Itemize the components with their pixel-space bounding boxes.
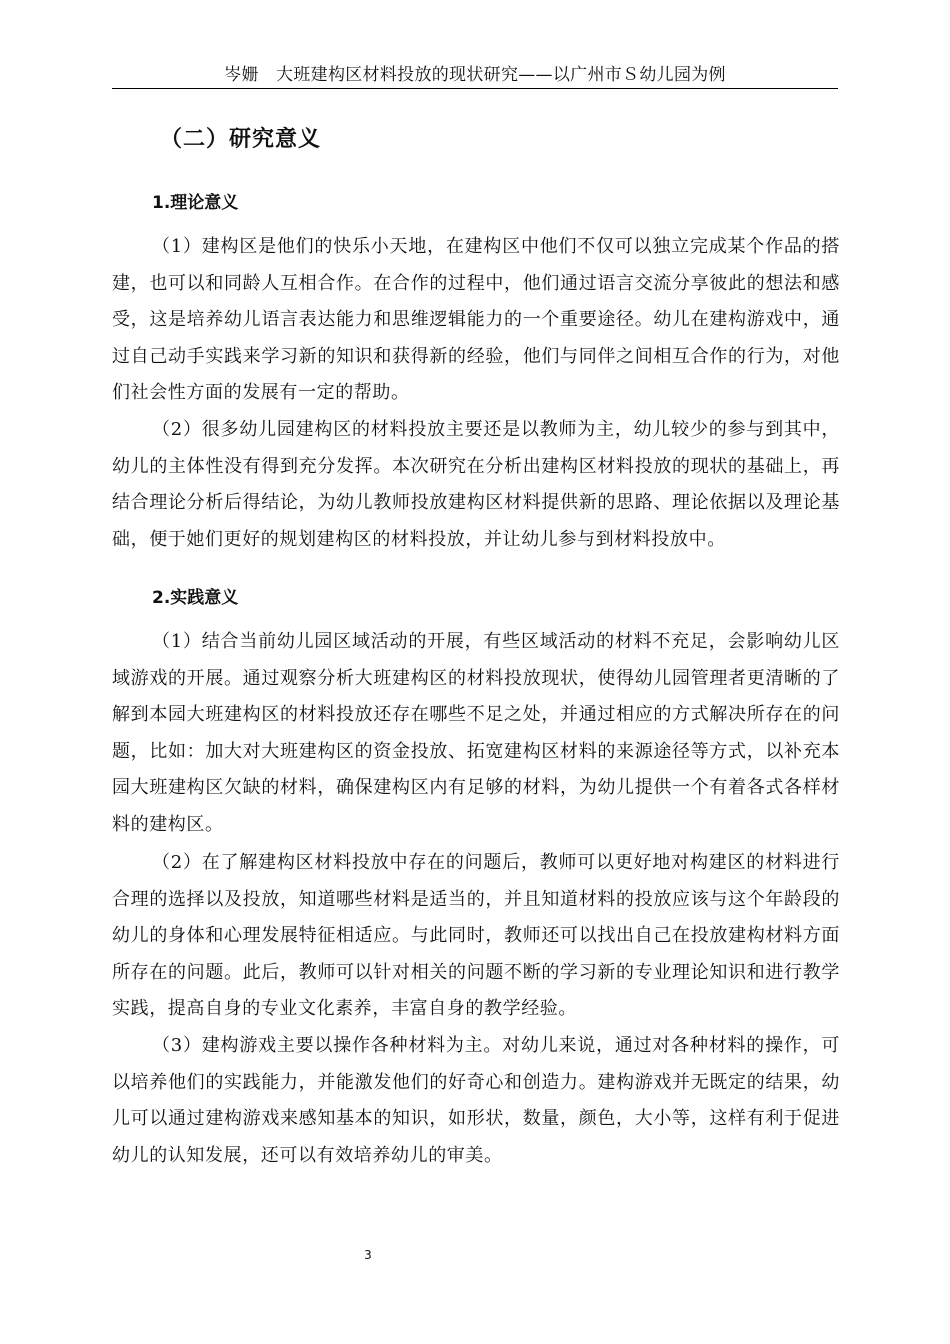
paragraph-theory-1: （1）建构区是他们的快乐小天地，在建构区中他们不仅可以独立完成某个作品的搭建，也可以和同龄人互相合作。在合作的过程中，他们通过语言交流分享彼此的想法和感受，这是培养幼儿语言表达能力和思维逻辑能力的一个重要途径。幼儿在建构游戏中，通过自己动手实践来学习新的知识和获得新的经验，他们与同伴之间相互合作的行为，对他们社会性方面的发展有一定的帮助。 <box>112 236 840 403</box>
paragraph-practice-1: （1）结合当前幼儿园区域活动的开展，有些区域活动的材料不充足，会影响幼儿区域游戏的开展。通过观察分析大班建构区的材料投放现状，使得幼儿园管理者更清晰的了解到本园大班建构区的材料投放还存在哪些不足之处，并通过相应的方式解决所存在的问题，比如：加大对大班建构区的资金投放、拓宽建构区材料的来源途径等方式，以补充本园大班建构区欠缺的材料，确保建构区内有足够的材料，为幼儿提供一个有着各式各样材料的建构区。 <box>112 631 840 835</box>
paragraph-theory-2: （2）很多幼儿园建构区的材料投放主要还是以教师为主，幼儿较少的参与到其中，幼儿的主体性没有得到充分发挥。本次研究在分析出建构区材料投放的现状的基础上，再结合理论分析后得结论，为幼儿教师投放建构区材料提供新的思路、理论依据以及理论基础，便于她们更好的规划建构区的材料投放，并让幼儿参与到材料投放中。 <box>112 419 840 550</box>
subsection-heading-practice: 2.实践意义 <box>152 588 239 608</box>
section-title: （二）研究意义 <box>160 127 322 152</box>
header-rule <box>112 88 838 89</box>
running-header: 岑姗 大班建构区材料投放的现状研究——以广州市Ｓ幼儿园为例 <box>224 65 726 85</box>
subsection-heading-theory: 1.理论意义 <box>152 193 239 213</box>
paragraph-practice-2: （2）在了解建构区材料投放中存在的问题后，教师可以更好地对构建区的材料进行合理的选择以及投放，知道哪些材料是适当的，并且知道材料的投放应该与这个年龄段的幼儿的身体和心理发展特征相适应。与此同时，教师还可以找出自己在投放建构材料方面所存在的问题。此后，教师可以针对相关的问题不断的学习新的专业理论知识和进行教学实践，提高自身的专业文化素养，丰富自身的教学经验。 <box>112 852 840 1019</box>
paragraph-practice-3: （3）建构游戏主要以操作各种材料为主。对幼儿来说，通过对各种材料的操作，可以培养他们的实践能力，并能激发他们的好奇心和创造力。建构游戏并无既定的结果，幼儿可以通过建构游戏来感知基本的知识，如形状，数量，颜色，大小等，这样有利于促进幼儿的认知发展，还可以有效培养幼儿的审美。 <box>112 1035 840 1166</box>
page-number: 3 <box>364 1248 372 1262</box>
